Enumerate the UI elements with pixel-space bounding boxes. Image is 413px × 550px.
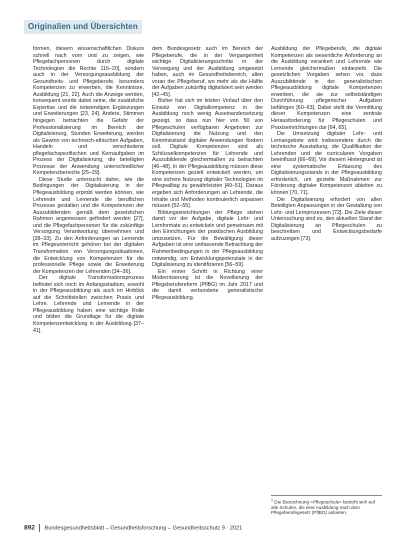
- paragraph: dem Bundesgesetz auch im Bereich der Pflegeberufe, die in der Vergangenheit wichtige Digitalisierungsschritte in der Versorgung und der Ausbildung umgesetzt haben, auch im Gesundheitsbereich, allen voran der Pflegeberuf, wo mehr als die Hälfte der Aufgaben zukünftig digitalisiert sein werden [42–45].: [152, 46, 263, 98]
- paragraph: Ein erster Schritt in Richtung einer Modernisierung ist die Novellierung der Pflegeberufereform (PflBG) im Jahr 2017 und die damit verbundene generalistische Pflegeausbildung.: [152, 268, 263, 301]
- paragraph: Die Umsetzung digitaler Lehr- und Lernangebote wird insbesondere durch die technische Ausstattung, die Qualifikation der Lehrenden und die curricularen Vorgaben beeinflusst [66–69]. Vor diesem Hintergrund ist eine systematische Erfassung des Digitalisierungsstands in der Pflegeausbildung erforderlich, um gezielte Maßnahmen zur Förderung digitaler Kompetenzen ableiten zu können [70, 71].: [271, 131, 382, 197]
- page-number: 892: [24, 524, 35, 532]
- paragraph: formen, diesem wissenschaftlichen Diskurs schnell nach vorn und zu zeigen, wie Pflegefachpersonen durch digitale Technologien die Rechte 115–20], sondern auch in der Versorgungsausbildung der Gesundheits- und Pflegeberufe, besonders Kompetenzen zu erwerben, die Kenntnisse, Ausbildung [21, 22]. Auch die Anzeige werden, konsequent wurde dabei seine, die zusätzliche Expertise und die notwendigen Ergänzungen und Erweiterungen [23, 24]. Andere, Stimmen hingegen betrachten die Gefahr der Professionalisierung im Bereich der Digitalisierung, Stunden Erweiterung, werden als Gewinn von technisch-ethischen Aufgaben, Handeln und verschiedene pflegefachspezifischen und Kernaufgaben im Prozess der Digitalisierung, die beteiligten Prozesse der Anwendung unterschiedlicher Kompetenzbereiche [25–29].: [33, 46, 144, 177]
- paragraph: Bisher hat sich im letzten Verlauf über den Einsatz von Digitalkompetenz in der Ausbildung noch wenig Auseinandersetzung gezeigt, so dass nun hier von 50 von Pflegeschulen verfügbaren Angeboten zur Digitalisierung die Nutzung und den Kenntnisstand digitaler Anwendungen fördern soll. Digitale Kompetenzen sind als Schlüsselkompetenzen für Lehrende und Auszubildende gleichermaßen zu betrachten [46–48]. In der Pflegeausbildung müssen diese Kompetenzen gezielt entwickelt werden, um eine sichere Nutzung digitaler Technologien im Pflegealltag zu gewährleisten [49–51]. Daraus ergeben sich Anforderungen an Lehrende, die Inhalte und Methoden kontinuierlich anpassen müssen [52–55].: [152, 98, 263, 210]
- footnote-number: 1: [271, 498, 273, 502]
- text-column-2: [152, 46, 263, 516]
- footnote-text: Die Bezeichnung »Pflegeschule« bezieht sich auf alle Schulen, die eine Ausbildung nach dem Pflegeberufegesetz (PflBG) anbieten.: [271, 499, 375, 516]
- paragraph: Diese Studie untersucht daher, wie die Bedingungen der Digitalisierung in der Pflegeausbildung erprobt werden können, wie Lehrende und Lernende die beruflichen Prozesse gestalten und die Kompetenzen der Auszubildenden gemäß dem gesetzlichen Rahmen angemessen gefördert werden [27], und die Pflegefachpersonen für die zukünftige Versorgung Verantwortung übernehmen und [28–33]. Zu den Anforderungen an Lernende im Pflegeunterricht gehören bei der digitalen Transformation von Versorgungssituationen, die Entwicklung von Kompetenzen für die professionelle Pflege sowie die Erweiterung der Kompetenzen der Lehrenden [34–36].: [33, 176, 144, 275]
- paragraph: Die Digitalisierung erfordert von allen Beteiligten Anpassungen in der Gestaltung von Lehr- und Lernprozessen [72]. Die Ziele dieser Untersuchung sind es, den aktuellen Stand der Digitalisierung an Pflegeschulen zu beschreiben und Entwicklungsbedarfe aufzuzeigen [73].: [271, 196, 382, 242]
- footer-divider: [39, 524, 40, 532]
- paragraph: Ausbildung der Pflegeberufe, die digitale Kompetenzen als wesentliche Anforderung an die Ausbildung verankert und Lehrende wie Lernende gleichermaßen einbezieht. Die gesetzlichen Vorgaben sehen vor, dass Auszubildende in der generalistischen Pflegeausbildung digitale Kompetenzen erwerben, die sie zur selbstständigen Durchführung pflegerischer Aufgaben befähigen [60–63]. Dabei stellt die Vermittlung dieser Kompetenzen eine zentrale Herausforderung für Pflegeschulen und Praxiseinrichtungen dar [64, 65].: [271, 46, 382, 131]
- paragraph: Der digitale Transformationsprozess befindet sich noch im Anfangsstadium, sowohl in der Pflegeausbildung als auch im Hinblick auf die Schnittstellen zwischen Praxis und Lehre. Lehrende und Lernende in der Pflegeausbildung haben eine wichtige Rolle und bilden die Grundlage für die digitale Kompetenzentwicklung in der Ausbildung [37–41].: [33, 275, 144, 334]
- section-label: Originalien und Übersichten: [24, 20, 142, 34]
- text-column-3: [271, 46, 382, 490]
- text-column-1: [33, 46, 144, 516]
- journal-citation: Bundesgesundheitsblatt – Gesundheitsforschung – Gesundheitsschutz 9 · 2021: [44, 525, 243, 532]
- paragraph: Bildungseinrichtungen der Pflege stehen damit vor der Aufgabe, digitale Lehr- und Lernformate zu entwickeln und gemeinsam mit den Einrichtungen der praktischen Ausbildung umzusetzen. Für die Bewältigung dieser Aufgaben ist eine umfassende Betrachtung der Rahmenbedingungen in der Pflegeausbildung notwendig, um Entwicklungspotenziale in der Digitalisierung zu identifizieren [56–59].: [152, 209, 263, 269]
- footnote: [271, 495, 382, 516]
- page-footer: [24, 524, 389, 532]
